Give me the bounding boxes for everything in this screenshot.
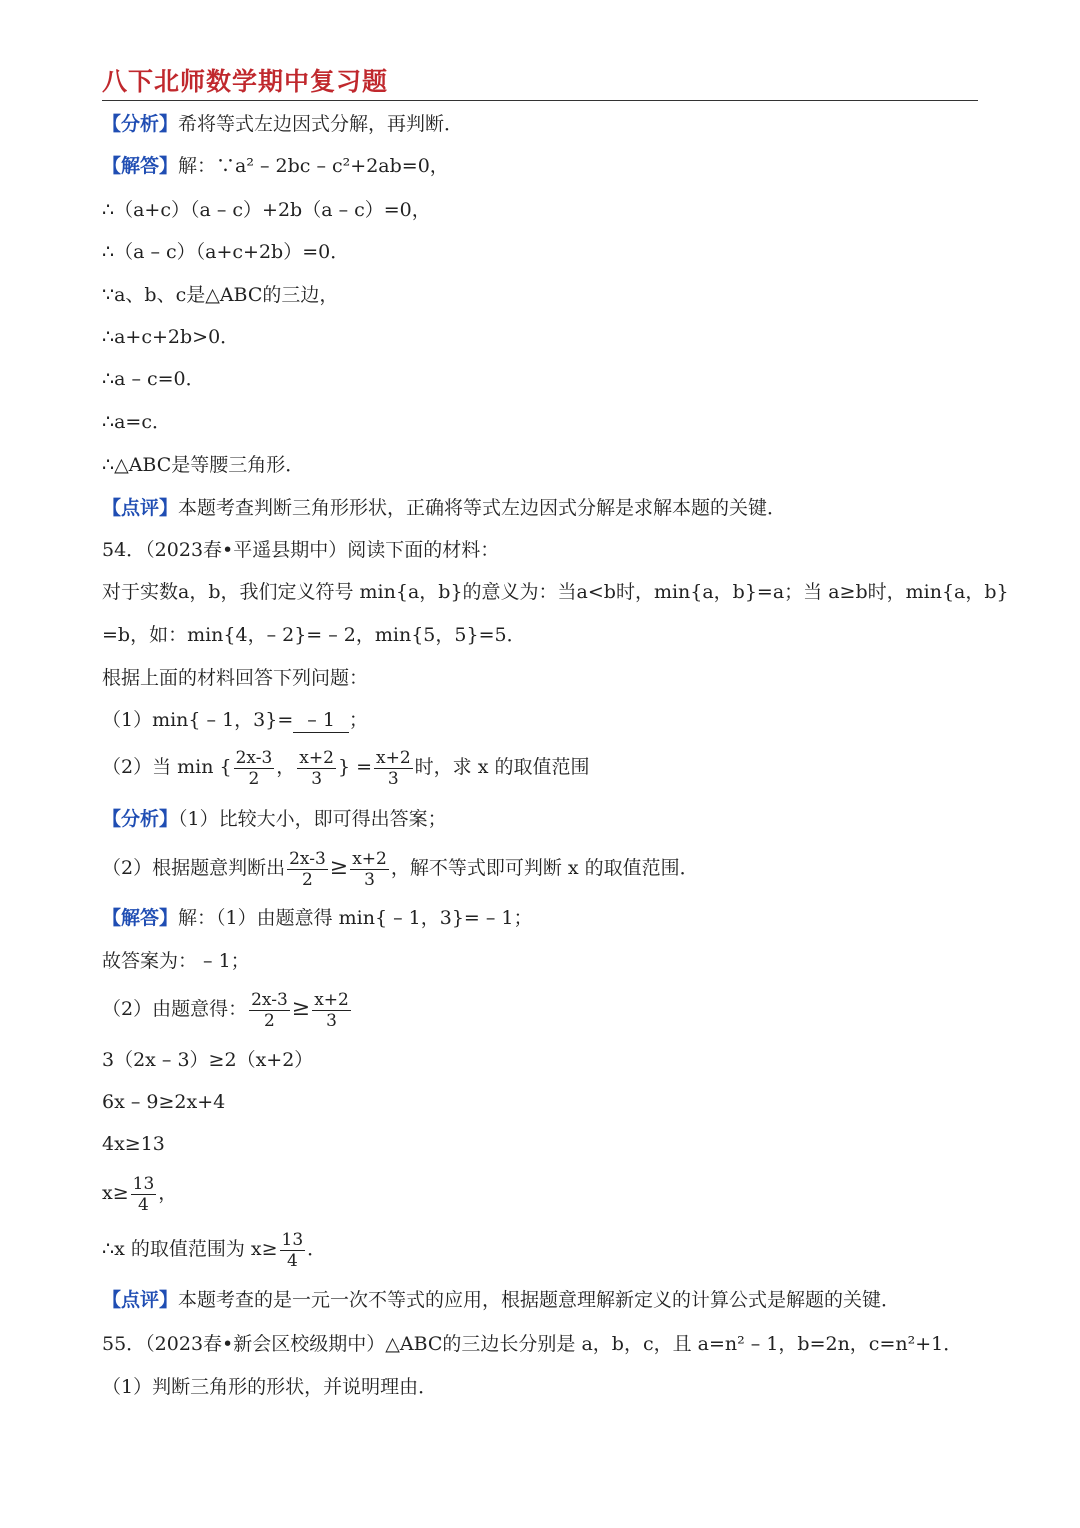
solution-53 bbox=[102, 152, 449, 180]
fraction bbox=[350, 849, 389, 890]
ge-sign: ≥ bbox=[291, 996, 311, 1021]
step-prefix: x≥ bbox=[102, 1182, 129, 1204]
solution-text: 解：（1）由题意得 min{ – 1，3}= – 1； bbox=[178, 907, 533, 929]
numerator: 13 bbox=[281, 1229, 304, 1250]
fraction bbox=[249, 990, 290, 1031]
fraction bbox=[131, 1174, 157, 1215]
question-2 bbox=[102, 744, 589, 790]
q1-suffix: ； bbox=[348, 709, 368, 731]
q2-suffix: 时，求 x 的取值范围 bbox=[414, 756, 590, 778]
comma: ， bbox=[276, 756, 296, 778]
numerator: 2x-3 bbox=[235, 747, 273, 768]
analysis-54 bbox=[102, 805, 447, 833]
step-line: 3（2x – 3）≥2（x+2） bbox=[102, 1049, 314, 1071]
solution-prefix: 解：∵ bbox=[178, 155, 236, 177]
comment-54 bbox=[102, 1286, 900, 1314]
step-line: 4x≥13 bbox=[102, 1133, 165, 1155]
numerator: 2x-3 bbox=[251, 989, 288, 1010]
step-suffix: ， bbox=[158, 1182, 178, 1204]
question-1 bbox=[102, 706, 368, 734]
q2-prefix: （2）当 min { bbox=[102, 756, 232, 778]
denominator: 2 bbox=[302, 869, 313, 890]
solution-54 bbox=[102, 904, 533, 932]
conclusion-suffix: ． bbox=[307, 1238, 327, 1260]
step-line: ∴△ABC是等腰三角形． bbox=[102, 454, 305, 476]
label-comment: 【点评】 bbox=[102, 497, 179, 519]
step-line: ∵a、b、c是△ABC的三边， bbox=[102, 284, 339, 306]
ge-sign: ≥ bbox=[329, 855, 349, 880]
denominator: 3 bbox=[364, 869, 375, 890]
step-line: ∴a=c． bbox=[102, 411, 171, 433]
fraction bbox=[297, 748, 336, 789]
page-title: 八下北师数学期中复习题 bbox=[102, 67, 389, 96]
step-prefix: （2）由题意得： bbox=[102, 998, 248, 1020]
fraction bbox=[312, 990, 351, 1031]
solution-step-2 bbox=[102, 986, 353, 1032]
label-solution: 【解答】 bbox=[102, 155, 179, 177]
question-1: （1）判断三角形的形状，并说明理由． bbox=[102, 1376, 438, 1398]
equation: a² – 2bc – c²+2ab=0， bbox=[235, 155, 449, 177]
analysis-text: （1）比较大小，即可得出答案； bbox=[178, 808, 447, 830]
numerator: 2x-3 bbox=[289, 848, 326, 869]
problem-title: 54．（2023春•平遥县期中）阅读下面的材料： bbox=[102, 539, 500, 561]
conclusion-prefix: ∴x 的取值范围为 x≥ bbox=[102, 1238, 278, 1260]
comment-text: 本题考查的是一元一次不等式的应用，根据题意理解新定义的计算公式是解题的关键． bbox=[178, 1289, 901, 1311]
problem-title: 55．（2023春•新会区校级期中）△ABC的三边长分别是 a，b，c，且 a=n² – 1，b=2n，c=n²+1． bbox=[102, 1333, 963, 1355]
numerator: x+2 bbox=[376, 747, 411, 768]
numerator: x+2 bbox=[299, 747, 334, 768]
conclusion-line bbox=[102, 1226, 326, 1272]
fraction bbox=[280, 1230, 306, 1271]
step-line: ∴a – c=0． bbox=[102, 368, 205, 390]
label-analysis: 【分析】 bbox=[102, 113, 179, 135]
definition-line: 对于实数a，b，我们定义符号 min{a，b}的意义为：当a<b时，min{a，b}=a；当 a≥b时，min{a，b} bbox=[102, 581, 1009, 603]
numerator: x+2 bbox=[314, 989, 349, 1010]
analysis-text: 希将等式左边因式分解，再判断． bbox=[178, 113, 464, 135]
header-rule bbox=[102, 100, 978, 101]
fraction bbox=[287, 849, 328, 890]
comment-text: 本题考查判断三角形形状，正确将等式左边因式分解是求解本题的关键． bbox=[178, 497, 787, 519]
denominator: 3 bbox=[326, 1010, 337, 1031]
answer-line: 故答案为： – 1； bbox=[102, 950, 250, 972]
fraction bbox=[234, 748, 275, 789]
denominator: 2 bbox=[248, 768, 260, 789]
step-line: ∴（a+c）（a – c）+2b（a – c）=0， bbox=[102, 199, 431, 221]
step-line bbox=[102, 1170, 177, 1216]
comment-53 bbox=[102, 494, 786, 522]
numerator: 13 bbox=[132, 1173, 155, 1194]
definition-line: =b，如：min{4，– 2}= – 2，min{5，5}=5． bbox=[102, 624, 526, 646]
label-analysis: 【分析】 bbox=[102, 808, 179, 830]
analysis-53 bbox=[102, 110, 463, 138]
analysis-suffix: ，解不等式即可判断 x 的取值范围． bbox=[390, 857, 699, 879]
label-comment: 【点评】 bbox=[102, 1289, 179, 1311]
step-line: ∴a+c+2b>0． bbox=[102, 326, 240, 348]
analysis-line-2 bbox=[102, 845, 699, 891]
numerator: x+2 bbox=[352, 848, 387, 869]
step-line: 6x – 9≥2x+4 bbox=[102, 1091, 226, 1113]
label-solution: 【解答】 bbox=[102, 907, 179, 929]
analysis-prefix: （2）根据题意判断出 bbox=[102, 857, 286, 879]
step-line: ∴（a – c）（a+c+2b）=0． bbox=[102, 241, 350, 263]
denominator: 2 bbox=[264, 1010, 275, 1031]
denominator: 4 bbox=[138, 1194, 149, 1215]
fraction bbox=[374, 748, 413, 789]
question-intro: 根据上面的材料回答下列问题： bbox=[102, 667, 369, 689]
denominator: 4 bbox=[286, 1250, 298, 1271]
denominator: 3 bbox=[311, 768, 323, 789]
q2-close: } = bbox=[337, 756, 372, 778]
q1-text: （1）min{ – 1，3}= bbox=[102, 709, 294, 731]
denominator: 3 bbox=[387, 768, 399, 789]
answer-blank: – 1 bbox=[293, 708, 349, 733]
